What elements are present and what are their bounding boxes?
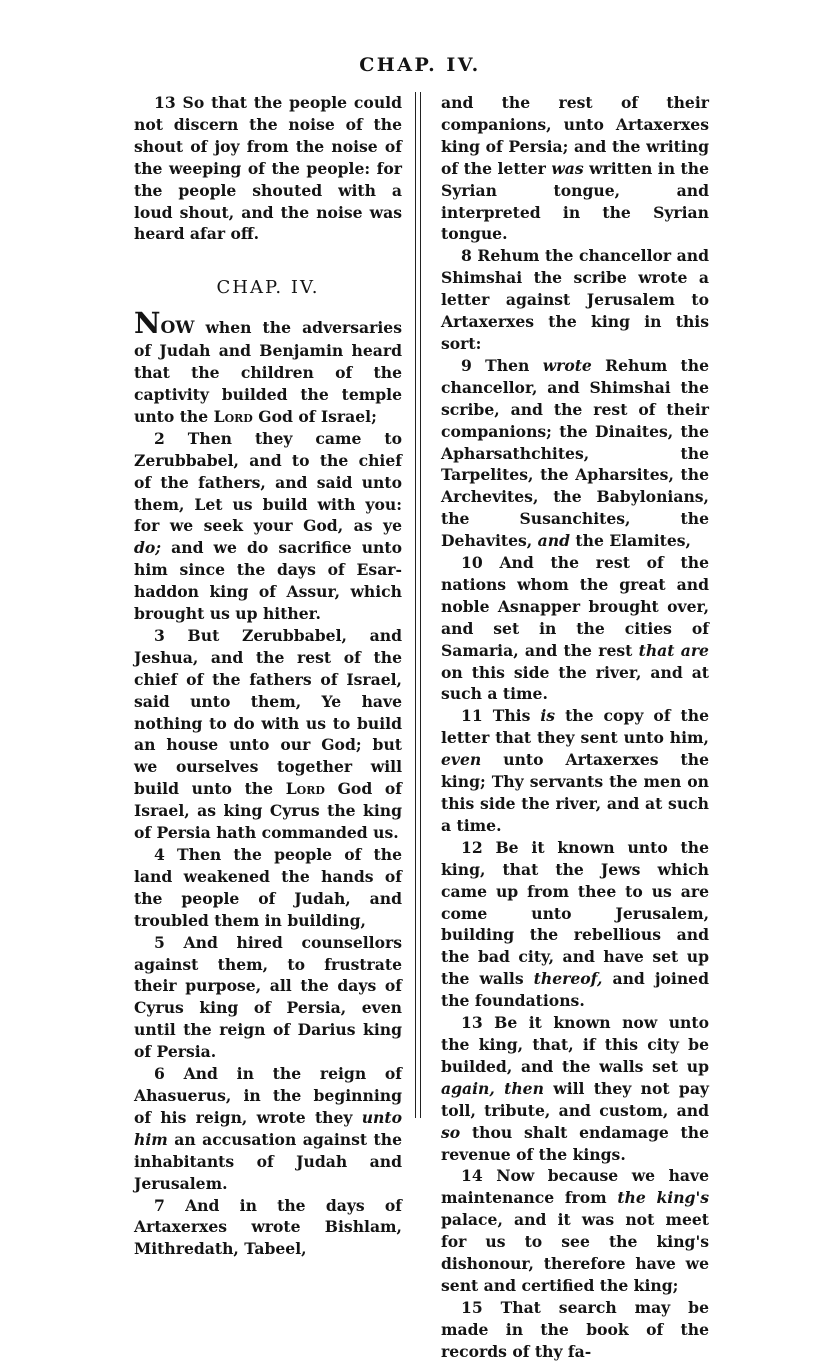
verse-4: 4 Then the people of the land weakened the hands of the people of Judah, and troubled them in building, xyxy=(134,845,402,930)
verse-10: 10 And the rest of the nations whom the great and noble Asnapper brought over, and set in the cities of Samaria, and the rest that are on this side the river, and at such a time. xyxy=(441,553,709,704)
verse-12: 12 Be it known unto the king, that the Jews which came up from thee to us are come unto Jerusalem, building the rebellious and the bad city, and have set up the walls thereof, and joined the foundations. xyxy=(441,837,709,1011)
column-divider xyxy=(415,92,421,1118)
left-column xyxy=(134,92,402,1260)
verse-8: 8 Rehum the chancellor and Shimshai the scribe wrote a letter against Jerusalem to Artaxerxes the king in this sort: xyxy=(441,246,709,353)
lord-small-caps: Lord xyxy=(285,779,325,799)
verse-11: 11 This is the copy of the letter that they sent unto him, even unto Artaxerxes the king; Thy servants the men on this side the river, and at such a time. xyxy=(441,706,710,835)
verse-7-continued: and the rest of their companions, unto Artaxerxes king of Persia; and the writing of the letter was written in the Syrian tongue, and interpreted in the Syrian tongue. xyxy=(441,93,709,244)
running-header: CHAP. IV. xyxy=(359,54,481,76)
verse-6: 6 And in the reign of Ahasuerus, in the beginning of his reign, wrote they unto him an accusation against the inhabitants of Judah and Jerusalem. xyxy=(134,1064,402,1193)
verse-15: 15 That search may be made in the book of the records of thy fa- xyxy=(441,1297,709,1361)
verse-13: 13 Be it known now unto the king, that, if this city be builded, and the walls set up again, then will they not pay toll, tribute, and custom, and so thou shalt endamage the revenue of the kings. xyxy=(441,1013,709,1164)
verse-5: 5 And hired counsellors against them, to frustrate their purpose, all the days of Cyrus king of Persia, even until the reign of Darius king of Persia. xyxy=(134,932,402,1062)
verse-14: 14 Now because we have maintenance from the king's palace, and it was not meet for us to see the king's dishonour, therefore have we sent and certified the king; xyxy=(441,1166,709,1295)
verse-3: 3 But Zerubbabel, and Jeshua, and the rest of the chief of the fathers of Israel, said unto them, Ye have nothing to do with us to build an house unto our God; but we ourselves together will build unto the Lord God of Israel, as king Cyrus the king of Persia hath commanded us. xyxy=(134,625,402,843)
drop-cap: N xyxy=(134,306,161,341)
verse-1: NOW when the adversaries of Judah and Benjamin heard that the children of the captivity builded the temple unto the Lord God of Israel; xyxy=(134,306,402,426)
verse-13-prev: 13 So that the people could not discern the noise of the shout of joy from the noise of the weeping of the people: for the people shouted with a loud shout, and the noise was heard afar off. xyxy=(134,93,402,244)
chapter-heading: CHAP. IV. xyxy=(216,277,320,299)
verse-2: 2 Then they came to Zerubbabel, and to the chief of the fathers, and said unto them, Let us build with you: for we seek your God, as ye do; and we do sacrifice unto him since the days of Esar-haddon king of Assur, which brought us up hither. xyxy=(134,428,402,624)
verse-9: 9 Then wrote Rehum the chancellor, and Shimshai the scribe, and the rest of their companions; the Dinaites, the Apharsathchites, the Tarpelites, the Apharsites, the Archevites, the Babylonians, the Susanchites, the Dehavites, and the Elamites, xyxy=(441,355,709,551)
lord-small-caps: Lord xyxy=(213,406,253,426)
verse-7: 7 And in the days of Artaxerxes wrote Bishlam, Mithredath, Tabeel, xyxy=(134,1195,402,1259)
right-column xyxy=(441,92,709,1363)
